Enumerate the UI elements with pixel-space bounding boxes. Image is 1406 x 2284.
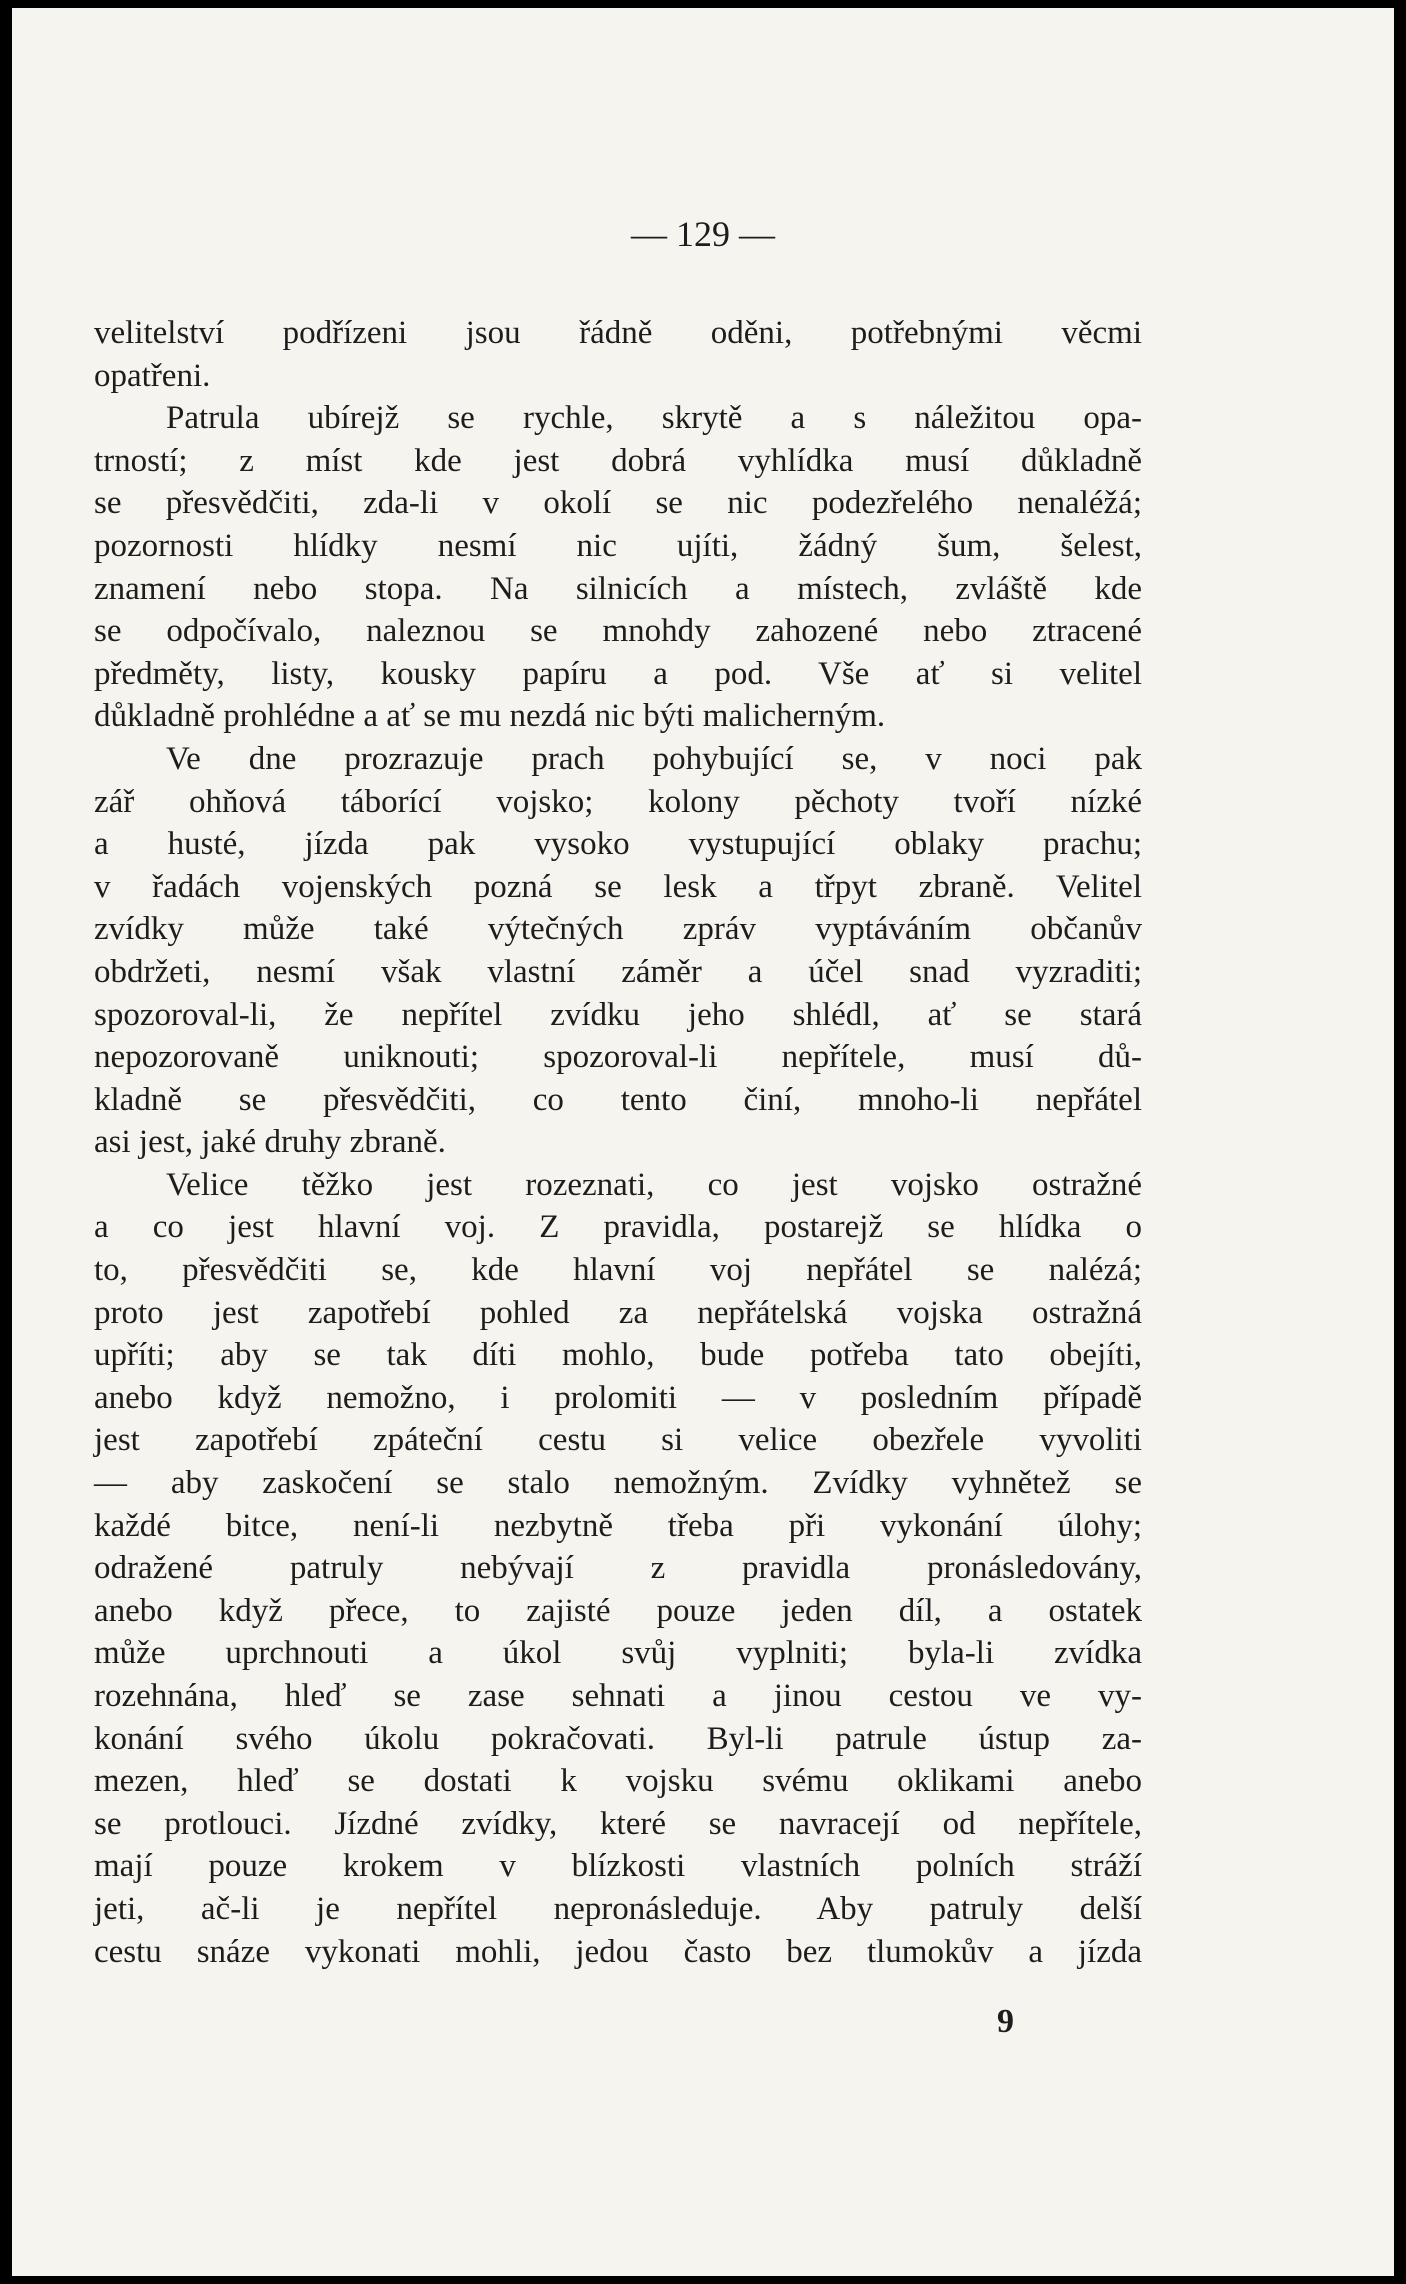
text-line: znamení nebo stopa. Na silnicích a místech, zvláště kde	[94, 570, 1142, 607]
text-line: kladně se přesvědčiti, co tento činí, mnoho-li nepřátel	[94, 1081, 1142, 1118]
text-line: Velice těžko jest rozeznati, co jest vojsko ostražné	[166, 1166, 1142, 1203]
text-line: pozornosti hlídky nesmí nic ujíti, žádný šum, šelest,	[94, 527, 1142, 564]
text-line: se přesvědčiti, zda-li v okolí se nic podezřelého nenaléžá;	[94, 485, 1142, 522]
text-line: trností; z míst kde jest dobrá vyhlídka musí důkladně	[94, 442, 1142, 479]
text-line: může uprchnouti a úkol svůj vyplniti; byla-li zvídka	[94, 1635, 1142, 1672]
text-line: rozehnána, hleď se zase sehnati a jinou cestou ve vy-	[94, 1678, 1142, 1714]
text-line: zář ohňová táborící vojsko; kolony pěchoty tvoří nízké	[94, 783, 1142, 820]
book-page	[12, 8, 1394, 2276]
text-line: anebo když přece, to zajisté pouze jeden díl, a ostatek	[94, 1592, 1142, 1629]
text-line: obdržeti, nesmí však vlastní záměr a účel snad vyzraditi;	[94, 953, 1142, 990]
text-line: spozoroval-li, že nepřítel zvídku jeho shlédl, ať se stará	[94, 996, 1142, 1033]
text-line: upříti; aby se tak díti mohlo, bude potřeba tato obejíti,	[94, 1337, 1142, 1374]
text-line: v řadách vojenských pozná se lesk a třpyt zbraně. Velitel	[94, 868, 1142, 905]
text-line: jeti, ač-li je nepřítel nepronásleduje. Aby patruly delší	[94, 1890, 1142, 1927]
text-line: Patrula ubírejž se rychle, skrytě a s náležitou opa-	[166, 400, 1142, 437]
text-line: — aby zaskočení se stalo nemožným. Zvídky vyhnětež se	[94, 1465, 1142, 1502]
text-line: proto jest zapotřebí pohled za nepřátelská vojska ostražná	[94, 1294, 1142, 1331]
text-line: velitelství podřízeni jsou řádně oděni, potřebnými věcmi	[94, 315, 1142, 351]
signature-mark: 9	[997, 2003, 1014, 2040]
text-line: asi jest, jaké druhy zbraně.	[94, 1124, 446, 1161]
text-line: jest zapotřebí zpáteční cestu si velice obezřele vyvoliti	[94, 1422, 1142, 1459]
text-line: to, přesvědčiti se, kde hlavní voj nepřátel se nalézá;	[94, 1252, 1142, 1289]
text-line: nepozorovaně uniknouti; spozoroval-li nepřítele, musí dů-	[94, 1039, 1142, 1076]
text-line: důkladně prohlédne a ať se mu nezdá nic býti malicherným.	[94, 698, 886, 735]
body-text	[94, 312, 1142, 1973]
page-number-header: — 129 —	[631, 214, 775, 254]
text-line: a co jest hlavní voj. Z pravidla, postarejž se hlídka o	[94, 1209, 1142, 1246]
text-line: cestu snáze vykonati mohli, jedou často bez tlumokův a jízda	[94, 1933, 1142, 1970]
text-line: mezen, hleď se dostati k vojsku svému oklikami anebo	[94, 1763, 1142, 1800]
text-line: konání svého úkolu pokračovati. Byl-li patrule ústup za-	[94, 1720, 1142, 1757]
text-line: odražené patruly nebývají z pravidla pronásledovány,	[94, 1550, 1142, 1587]
text-line: se protlouci. Jízdné zvídky, které se navracejí od nepřítele,	[94, 1805, 1142, 1842]
text-line: opatřeni.	[94, 357, 211, 394]
text-line: zvídky může také výtečných zpráv vyptáváním občanův	[94, 911, 1142, 948]
text-line: se odpočívalo, naleznou se mnohdy zahozené nebo ztracené	[94, 613, 1142, 650]
text-line: každé bitce, není-li nezbytně třeba při vykonání úlohy;	[94, 1507, 1142, 1544]
text-line: mají pouze krokem v blízkosti vlastních polních stráží	[94, 1848, 1142, 1885]
text-line: Ve dne prozrazuje prach pohybující se, v noci pak	[166, 740, 1142, 777]
text-line: anebo když nemožno, i prolomiti — v posledním případě	[94, 1379, 1142, 1416]
text-line: předměty, listy, kousky papíru a pod. Vše ať si velitel	[94, 655, 1142, 692]
text-line: a husté, jízda pak vysoko vystupující oblaky prachu;	[94, 826, 1142, 863]
